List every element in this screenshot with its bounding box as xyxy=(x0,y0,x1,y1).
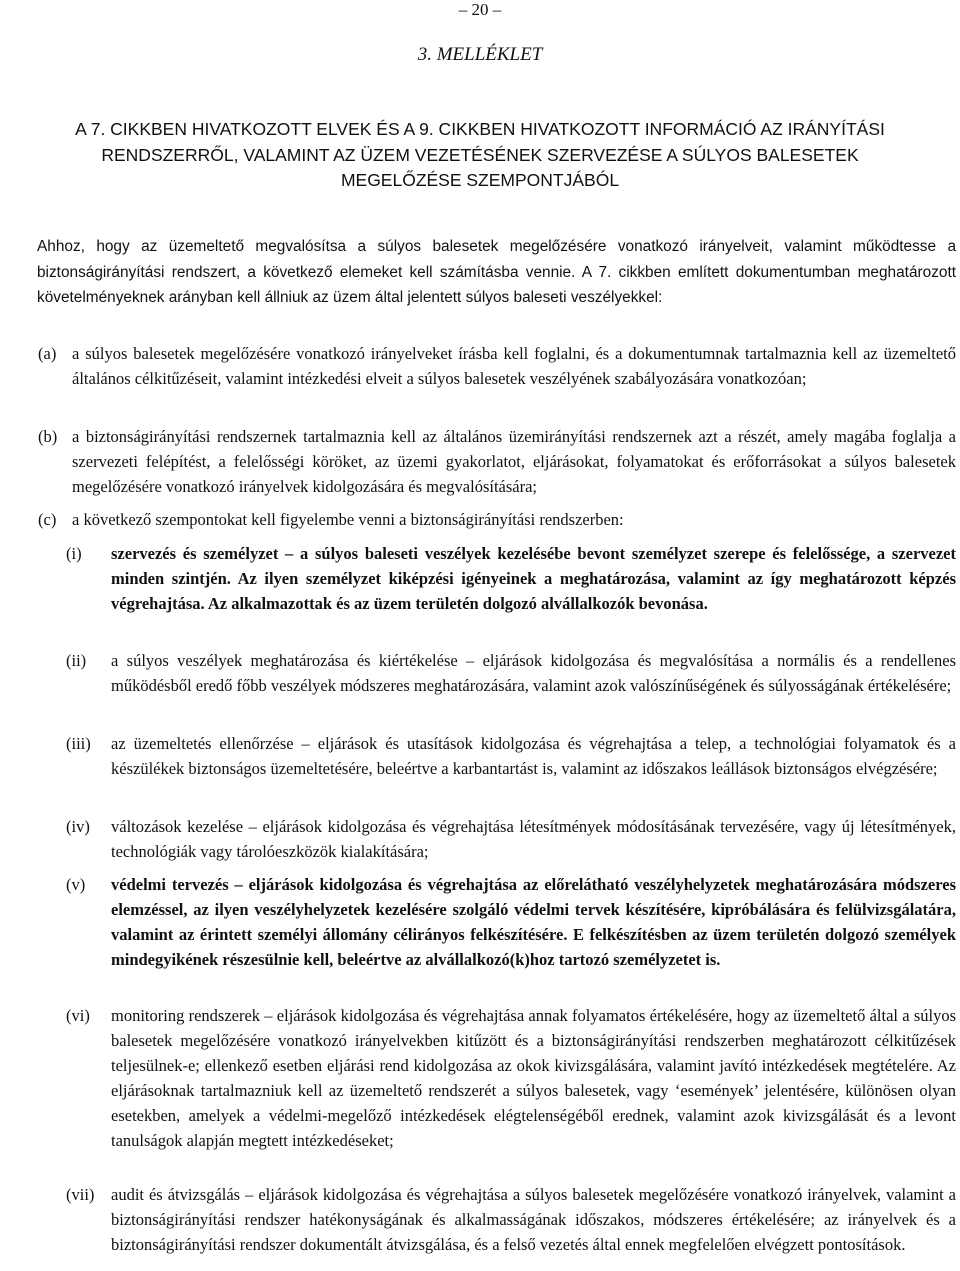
heading-line: MEGELŐZÉSE SZEMPONTJÁBÓL xyxy=(340,170,620,190)
item-label: (a) xyxy=(38,344,57,363)
sub-item-label: (v) xyxy=(66,875,86,894)
sub-item-text: szervezés és személyzet – a súlyos baleseti veszélyek kezelésébe bevont személyzet szerepe és felelőssége, a szervezet minden szintjén. Az ilyen személyzet kiképzési igényeinek a meghatározása, valamint az így meghatározott képzés végrehajtása. Az alkalmazottak és az üzem területén dolgozó alvállalkozók bevonása. xyxy=(111,544,956,613)
list-item xyxy=(38,507,956,532)
sub-item-label: (vi) xyxy=(66,1006,90,1025)
item-label: (b) xyxy=(38,427,58,446)
sub-item-text: változások kezelése – eljárások kidolgozása és végrehajtása létesítmények módosításának tervezésére, vagy új létesítmények, technológiák vagy tárolóeszközök kialakítására; xyxy=(111,817,956,861)
sub-item-text: audit és átvizsgálás – eljárások kidolgozása és végrehajtása a súlyos balesetek megelőzésére vonatkozó irányelvek, valamint a biztonságirányítási rendszer hatékonyságának és alkalmasságának időszakos, módszeres értékelésére; az irányelvek és a biztonságirányítási rendszer dokumentált átvizsgálása, és a felső vezetés által ennek megfelelően elvégzett pontosítások. xyxy=(111,1185,956,1254)
sub-item-label: (ii) xyxy=(66,651,87,670)
list-item xyxy=(38,424,956,499)
sub-item-text: az üzemeltetés ellenőrzése – eljárások és utasítások kidolgozása és végrehajtása a telep, a technológiai folyamatok és a készülékek biztonságos üzemeltetésére, beleértve a karbantartást is, valamint az időszakos leállások biztonságos elvégzésére; xyxy=(111,734,956,778)
item-label: (c) xyxy=(38,510,57,529)
sub-list-item xyxy=(66,814,956,864)
sub-item-text: védelmi tervezés – eljárások kidolgozása és végrehajtása az előrelátható veszélyhelyzetek meghatározására módszeres elemzéssel, az ilyen veszélyhelyzetek kezelésére szolgáló védelmi tervek készítésére, kipróbálására és felülvizsgálatára, valamint az érintett személyi állomány célirányos felkészítésére. E felkészítésben az üzem területén dolgozó személyek mindegyikének részesülnie kell, beleértve az alvállalkozó(k)hoz tartozó személyzetet is. xyxy=(111,875,956,969)
list-item xyxy=(38,341,956,391)
sub-list-item xyxy=(66,872,956,972)
sub-item-text: a súlyos veszélyek meghatározása és kiértékelése – eljárások kidolgozása és megvalósítása a normális és a rendellenes működésből eredő főbb veszélyek módszeres meghatározására, valamint azok valószínűségének és súlyosságának értékelésére; xyxy=(111,651,956,695)
heading-line: A 7. CIKKBEN HIVATKOZOTT ELVEK ÉS A 9. CIKKBEN HIVATKOZOTT INFORMÁCIÓ AZ IRÁNYÍTÁSI xyxy=(75,119,885,139)
item-text: a súlyos balesetek megelőzésére vonatkozó irányelveket írásba kell foglalni, és a dokumentumnak tartalmaznia kell az üzemeltető általános célkitűzéseit, valamint intézkedési elveit a súlyos balesetek veszélyének szabályozására vonatkozóan; xyxy=(72,344,956,388)
item-text: a biztonságirányítási rendszernek tartalmaznia kell az általános üzemirányítási rendszernek azt a részét, amely magába foglalja a szervezeti felépítést, a felelősségi köröket, az üzemi gyakorlatot, eljárásokat, folyamatokat és erőforrásokat a súlyos balesetek megelőzésére vonatkozó irányelvek kidolgozására és megvalósítására; xyxy=(72,427,956,496)
heading-line: RENDSZERRŐL, VALAMINT AZ ÜZEM VEZETÉSÉNEK SZERVEZÉSE A SÚLYOS BALESETEK xyxy=(101,144,859,165)
sub-list-item xyxy=(66,541,956,616)
sub-list-item xyxy=(66,1182,956,1257)
sub-item-label: (iv) xyxy=(66,817,90,836)
sub-item-label: (i) xyxy=(66,544,82,563)
sub-list-item xyxy=(66,731,956,781)
intro-paragraph: Ahhoz, hogy az üzemeltető megvalósítsa a súlyos balesetek megelőzésére vonatkozó irányelveit, valamint működtesse a biztonságirányítási rendszert, a következő elemeket kell számításba vennie. A 7. cikkben említett dokumentumban meghatározott követelményeknek arányban kell állniuk az üzem által jelentett súlyos baleseti veszélyekkel: xyxy=(37,238,956,306)
item-text: a következő szempontokat kell figyelembe venni a biztonságirányítási rendszerben: xyxy=(72,510,624,529)
annex-title: 3. MELLÉKLET xyxy=(417,44,543,65)
page-number: – 20 – xyxy=(458,0,502,19)
document-heading xyxy=(0,117,960,194)
sub-item-label: (vii) xyxy=(66,1185,95,1204)
sub-list-item xyxy=(66,648,956,698)
sub-item-text: monitoring rendszerek – eljárások kidolgozása és végrehajtása annak folyamatos értékelésére, hogy az üzemeltető által a súlyos balesetek megelőzésére vonatkozó irányelvekben kitűzött és a biztonságirányítási rendszerben meghatározott célkitűzések teljesülnek-e; ellenkező esetben eljárási rend kidolgozása az okok kivizsgálására, valamint javító intézkedések megtételére. Az eljárásoknak tartalmazniuk kell az üzemeltető rendszerét a súlyos balesetek, vagy ‘események’ jelentésére, különösen olyan esetekben, amelyek a védelmi-megelőző intézkedések elégtelenségéből erednek, valamint azok kivizsgálását és a levont tanulságok alapján megtett intézkedéseket; xyxy=(111,1006,956,1150)
sub-item-label: (iii) xyxy=(66,734,91,753)
sub-list-item xyxy=(66,1003,956,1153)
